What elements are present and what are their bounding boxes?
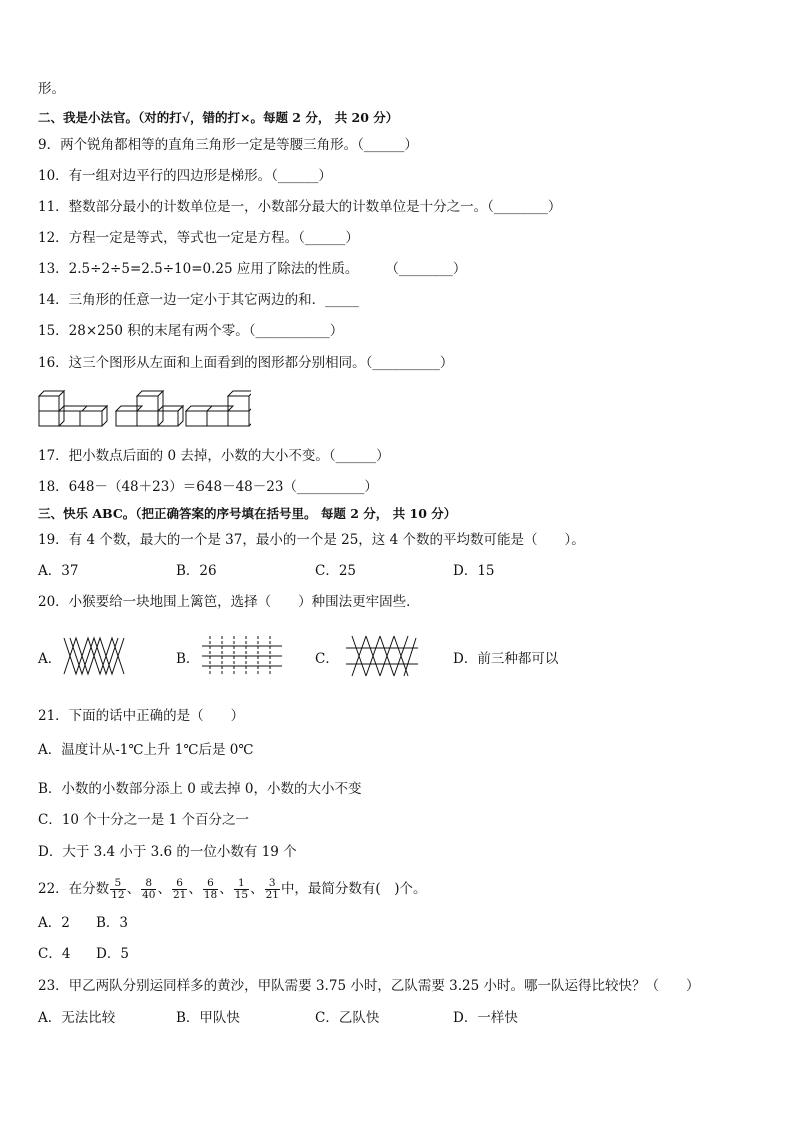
- q22-fraction-3: $\frac{6}{21}$: [172, 877, 187, 901]
- question-12: 12．方程一定是等式，等式也一定是方程。（______）: [38, 230, 359, 246]
- question-13: 13．2.5÷2÷5=2.5÷10=0.25 应用了除法的性质。 （________）: [38, 261, 467, 277]
- section3-title: 三、快乐 ABC。（把正确答案的序号填在括号里。 每题 2 分， 共 10 分）: [38, 506, 457, 521]
- q22-fraction-4: $\frac{6}{18}$: [203, 877, 218, 901]
- q22-fraction-5: $\frac{1}{15}$: [234, 877, 249, 901]
- question-20: 20．小猴要给一块地围上篱笆，选择（ ）种围法更牢固些．: [38, 594, 420, 610]
- q20-option-b: B．: [176, 651, 200, 667]
- q23-option-a: A．无法比较: [38, 1010, 116, 1026]
- question-17: 17．把小数点后面的 0 去掉，小数的大小不变。（______）: [38, 448, 390, 464]
- cube-figure-3: [186, 391, 251, 426]
- q20-option-c: C．: [315, 651, 339, 667]
- q22-stem-suffix: 中，最简分数有( )个。: [280, 881, 427, 897]
- q19-option-b: B．26: [176, 563, 217, 579]
- cube-figure-1: [39, 391, 107, 426]
- q19-option-d: D．15: [453, 563, 495, 579]
- section2-title: 二、我是小法官。（对的打√，错的打×。每题 2 分， 共 20 分）: [38, 110, 399, 125]
- q22-fraction-2: $\frac{8}{40}$: [142, 877, 156, 901]
- q23-option-d: D．一样快: [453, 1010, 518, 1026]
- q19-option-a: A．37: [38, 563, 79, 579]
- q21-option-a: A．温度计从-1℃上升 1℃后是 0℃: [38, 742, 254, 758]
- question-19: 19．有 4 个数，最大的一个是 37，最小的一个是 25，这 4 个数的平均数可能是（ ）。: [38, 532, 585, 548]
- fence-diagram-b: [200, 634, 284, 678]
- question-18: 18．648－（48＋23）＝648－48－23（__________）: [38, 479, 378, 495]
- q21-option-b: B．小数的小数部分添上 0 或去掉 0，小数的大小不变: [38, 781, 362, 797]
- q22-option-a: A．2: [38, 915, 70, 931]
- cube-figure-2: [116, 391, 183, 426]
- top-fragment: 形。: [38, 81, 65, 97]
- fence-diagram-a: [62, 636, 126, 676]
- question-23: 23．甲乙两队分别运同样多的黄沙，甲队需要 3.75 小时，乙队需要 3.25 小时。哪一队运得比较快？（ ）: [38, 978, 700, 994]
- question-22: 22．在分数 $\frac{5}{12}$ 、 $\frac{8}{40}$ 、 $\frac{6}{21}$ 、 $\frac{6}{18}$ 、 $\frac{1}{15}$ 、 $\frac{3}{21}$ 中，最简分数有( )个。: [38, 877, 427, 901]
- q21-option-c: C．10 个十分之一是 1 个百分之一: [38, 812, 249, 828]
- question-9: 9．两个锐角都相等的直角三角形一定是等腰三角形。（______）: [38, 137, 418, 153]
- q20-option-a: A．: [38, 651, 62, 667]
- question-14: 14．三角形的任意一边一定小于其它两边的和．_____: [38, 292, 359, 308]
- q22-stem-prefix: 22．在分数: [38, 881, 110, 897]
- question-21: 21．下面的话中正确的是（ ）: [38, 708, 245, 724]
- question-15: 15．28×250 积的末尾有两个零。（___________）: [38, 323, 344, 339]
- q22-option-c: C．4: [38, 946, 71, 962]
- fence-diagram-c: [344, 634, 420, 678]
- question-11: 11．整数部分最小的计数单位是一，小数部分最大的计数单位是十分之一。（________）: [38, 199, 562, 215]
- q21-option-d: D．大于 3.4 小于 3.6 的一位小数有 19 个: [38, 844, 297, 860]
- q23-option-c: C．乙队快: [315, 1010, 380, 1026]
- q20-option-d: D．前三种都可以: [453, 651, 559, 667]
- q22-fraction-6: $\frac{3}{21}$: [265, 877, 279, 901]
- q22-option-b: B．3: [96, 915, 129, 931]
- question-10: 10．有一组对边平行的四边形是梯形。（______）: [38, 168, 332, 184]
- q23-option-b: B．甲队快: [176, 1010, 240, 1026]
- cube-figures: [36, 384, 251, 432]
- q22-fraction-1: $\frac{5}{12}$: [111, 877, 125, 901]
- q19-option-c: C．25: [315, 563, 357, 579]
- q22-option-d: D．5: [96, 946, 129, 962]
- question-16: 16．这三个图形从左面和上面看到的图形都分别相同。（__________）: [38, 355, 454, 371]
